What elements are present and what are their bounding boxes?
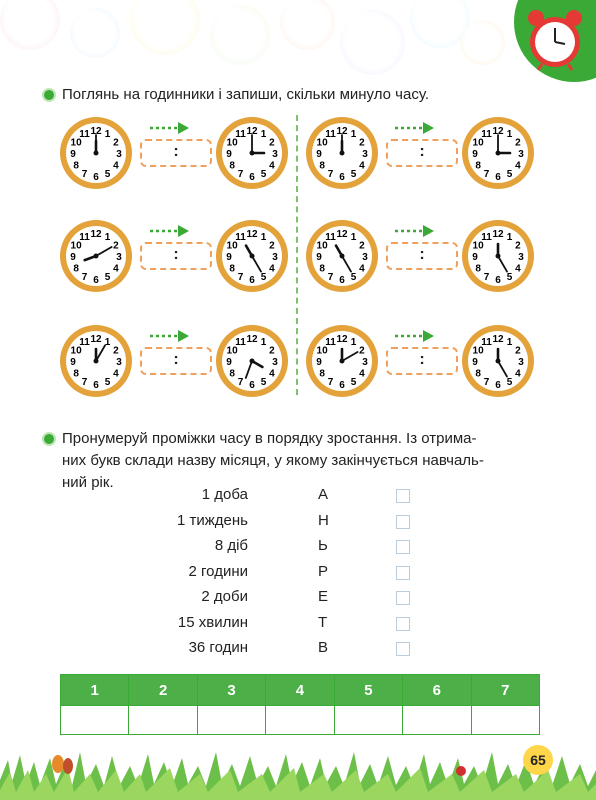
divider	[296, 115, 298, 395]
period-letter: Р	[318, 562, 329, 580]
clock-number: 5	[260, 168, 267, 180]
elapsed-time-answer-box[interactable]: :	[386, 347, 458, 375]
start-clock	[304, 218, 380, 294]
clock-number: 4	[515, 263, 521, 275]
clock-number: 10	[472, 345, 484, 357]
end-clock	[460, 115, 536, 191]
arrow-icon	[150, 329, 190, 343]
clock-number: 10	[472, 240, 484, 252]
clock-number: 11	[325, 337, 336, 349]
elapsed-time-answer-box[interactable]: :	[140, 139, 212, 167]
clock-number: 7	[327, 271, 334, 283]
clock-number: 10	[316, 137, 328, 149]
alarm-clock-icon	[522, 6, 588, 72]
clock-number: 11	[79, 337, 90, 349]
arrow-icon	[395, 224, 435, 238]
clock-number: 3	[116, 149, 122, 160]
clock-number: 6	[93, 380, 99, 391]
elapsed-time-answer-box[interactable]: :	[140, 242, 212, 270]
answer-table-header-cell: 1	[61, 675, 129, 706]
clock-number: 4	[359, 368, 365, 380]
clock-number: 10	[316, 240, 328, 252]
clock-number: 3	[272, 149, 278, 160]
arrow-icon	[395, 329, 435, 343]
clock-number: 8	[73, 368, 79, 380]
answer-letter-cell[interactable]	[129, 706, 197, 735]
order-number-box[interactable]	[396, 591, 410, 605]
arrow-icon	[395, 121, 435, 135]
clock-number: 12	[246, 126, 258, 137]
clock-number: 11	[481, 129, 492, 141]
clock-number: 12	[492, 126, 504, 137]
start-clock	[58, 115, 134, 191]
clock-number: 4	[359, 263, 365, 275]
task-2-line-1: Пронумеруй проміжки часу в порядку зростання. Із отрима-	[62, 430, 477, 447]
clock-number: 5	[104, 271, 111, 283]
order-number-box[interactable]	[396, 515, 410, 529]
clock-number: 4	[515, 160, 521, 172]
clock-number: 3	[518, 252, 524, 263]
clock-number: 2	[113, 345, 119, 357]
clock-number: 6	[339, 275, 345, 286]
answer-table-header-cell: 2	[129, 675, 197, 706]
end-clock	[460, 218, 536, 294]
clock-number: 7	[237, 271, 244, 283]
clock-number: 2	[113, 137, 119, 149]
clock-number: 10	[472, 137, 484, 149]
clock-number: 1	[506, 232, 513, 244]
clock-number: 5	[350, 376, 357, 388]
answer-table-header-cell: 6	[403, 675, 471, 706]
clock-number: 6	[495, 380, 501, 391]
clock-number: 2	[515, 240, 521, 252]
page-number: 65	[523, 745, 553, 775]
clock-number: 6	[339, 380, 345, 391]
start-clock	[304, 115, 380, 191]
clock-number: 1	[260, 129, 267, 141]
clock-number: 7	[81, 168, 88, 180]
clock-number: 7	[237, 376, 244, 388]
answer-letter-cell[interactable]	[266, 706, 334, 735]
clock-number: 8	[475, 368, 481, 380]
clock-number: 12	[90, 334, 102, 345]
clock-number: 5	[260, 271, 267, 283]
clock-number: 4	[359, 160, 365, 172]
clock-number: 9	[226, 149, 232, 160]
clock-number: 5	[104, 376, 111, 388]
clock-number: 4	[515, 368, 521, 380]
clock-number: 12	[90, 229, 102, 240]
order-number-box[interactable]	[396, 489, 410, 503]
clock-number: 6	[495, 275, 501, 286]
order-number-box[interactable]	[396, 540, 410, 554]
elapsed-time-answer-box[interactable]: :	[386, 139, 458, 167]
clock-number: 1	[506, 129, 513, 141]
clock-number: 11	[325, 232, 336, 244]
clock-number: 8	[319, 263, 325, 275]
start-clock	[58, 218, 134, 294]
clock-number: 1	[506, 337, 513, 349]
clock-number: 8	[229, 368, 235, 380]
clock-number: 1	[104, 232, 111, 244]
period-letter: Е	[318, 588, 329, 605]
clock-number: 2	[359, 240, 365, 252]
clock-number: 10	[226, 345, 238, 357]
clock-number: 2	[113, 240, 119, 252]
clock-number: 1	[104, 129, 111, 141]
clock-number: 9	[316, 252, 322, 263]
end-clock	[214, 323, 290, 399]
clock-number: 9	[226, 252, 232, 263]
clock-number: 12	[246, 334, 258, 345]
clock-number: 11	[325, 129, 336, 141]
clock-number: 3	[116, 252, 122, 263]
clock-number: 12	[246, 229, 258, 240]
clock-number: 6	[249, 275, 255, 286]
clock-number: 12	[90, 126, 102, 137]
clock-number: 1	[350, 129, 357, 141]
clock-number: 9	[472, 149, 478, 160]
clock-number: 3	[362, 357, 368, 368]
clock-number: 3	[272, 357, 278, 368]
clock-number: 6	[93, 275, 99, 286]
clock-number: 9	[226, 357, 232, 368]
clock-number: 5	[506, 168, 513, 180]
answer-letter-cell[interactable]	[334, 706, 402, 735]
period-letter: Н	[318, 511, 329, 529]
clock-number: 11	[235, 129, 246, 141]
clock-number: 9	[316, 149, 322, 160]
clock-number: 12	[336, 334, 348, 345]
clock-number: 4	[269, 160, 275, 172]
end-clock	[460, 323, 536, 399]
clock-number: 10	[70, 345, 82, 357]
arrow-icon	[150, 224, 190, 238]
clock-number: 11	[79, 232, 90, 244]
task-2-line-2: них букв склади назву місяця, у якому закінчується навчаль-	[62, 452, 484, 469]
clock-number: 11	[235, 232, 246, 244]
clock-number: 8	[475, 263, 481, 275]
clock-number: 5	[506, 271, 513, 283]
grass-decoration	[0, 740, 596, 800]
period-letter: В	[318, 639, 329, 656]
answer-letter-cell[interactable]	[403, 706, 471, 735]
answer-table-header-cell: 4	[266, 675, 334, 706]
clock-number: 1	[350, 337, 357, 349]
clock-number: 3	[272, 252, 278, 263]
elapsed-time-answer-box[interactable]: :	[386, 242, 458, 270]
clock-number: 7	[327, 376, 334, 388]
clock-number: 10	[70, 137, 82, 149]
clock-number: 3	[518, 357, 524, 368]
clock-number: 2	[359, 137, 365, 149]
clock-number: 4	[113, 160, 119, 172]
clock-number: 1	[104, 337, 111, 349]
clock-number: 3	[116, 357, 122, 368]
clock-number: 2	[269, 137, 275, 149]
clock-number: 8	[73, 263, 79, 275]
period-letter: А	[318, 486, 329, 503]
period-letter: Ь	[318, 537, 328, 554]
clock-number: 9	[70, 149, 76, 160]
clock-number: 5	[260, 376, 267, 388]
clock-number: 10	[226, 137, 238, 149]
clock-number: 4	[113, 368, 119, 380]
clock-number: 11	[235, 337, 246, 349]
answer-table-header-cell: 5	[334, 675, 402, 706]
clock-number: 7	[81, 376, 88, 388]
clock-number: 5	[350, 271, 357, 283]
clock-number: 9	[316, 357, 322, 368]
answer-letter-cell[interactable]	[197, 706, 265, 735]
clock-number: 6	[339, 172, 345, 183]
corner-badge	[514, 0, 596, 82]
clock-number: 5	[350, 168, 357, 180]
clock-number: 1	[260, 337, 267, 349]
clock-number: 2	[359, 345, 365, 357]
clock-number: 11	[79, 129, 90, 141]
ladybug-icon	[456, 766, 466, 776]
answer-letter-cell[interactable]	[471, 706, 539, 735]
order-number-box[interactable]	[396, 566, 410, 580]
answer-table-row	[61, 706, 540, 735]
clock-number: 2	[269, 240, 275, 252]
clock-number: 5	[506, 376, 513, 388]
bullet-icon	[42, 88, 56, 102]
clock-number: 6	[495, 172, 501, 183]
order-number-box[interactable]	[396, 617, 410, 631]
task-1-text: Поглянь на годинники і запиши, скільки минуло часу.	[62, 86, 429, 103]
clock-number: 9	[472, 357, 478, 368]
clock-number: 12	[336, 229, 348, 240]
clock-number: 11	[481, 337, 492, 349]
clock-number: 4	[113, 263, 119, 275]
clock-number: 4	[269, 263, 275, 275]
clock-number: 9	[70, 357, 76, 368]
clock-number: 9	[472, 252, 478, 263]
clock-number: 8	[229, 160, 235, 172]
start-clock	[304, 323, 380, 399]
clock-number: 6	[249, 172, 255, 183]
clock-number: 7	[237, 168, 244, 180]
answer-table-header	[61, 675, 540, 706]
clock-number: 3	[362, 252, 368, 263]
task-2-instruction	[62, 428, 542, 494]
clock-number: 1	[350, 232, 357, 244]
clock-number: 3	[518, 149, 524, 160]
arrow-icon	[150, 121, 190, 135]
clock-number: 1	[260, 232, 267, 244]
answer-table-header-cell: 7	[471, 675, 539, 706]
clock-number: 5	[104, 168, 111, 180]
clock-number: 8	[229, 263, 235, 275]
period-letter: Т	[318, 613, 328, 631]
clock-number: 2	[269, 345, 275, 357]
clock-number: 12	[336, 126, 348, 137]
clock-number: 10	[70, 240, 82, 252]
clock-number: 2	[515, 345, 521, 357]
elapsed-time-answer-box[interactable]: :	[140, 347, 212, 375]
clock-number: 7	[483, 168, 490, 180]
clock-number: 12	[492, 334, 504, 345]
clock-number: 6	[93, 172, 99, 183]
clock-number: 2	[515, 137, 521, 149]
clock-number: 4	[269, 368, 275, 380]
start-clock	[58, 323, 134, 399]
order-number-box[interactable]	[396, 642, 410, 656]
clock-number: 3	[362, 149, 368, 160]
answer-table	[60, 674, 540, 735]
clock-number: 6	[249, 380, 255, 391]
clock-number: 8	[319, 160, 325, 172]
clock-number: 7	[483, 376, 490, 388]
clock-number: 7	[81, 271, 88, 283]
clock-number: 7	[327, 168, 334, 180]
end-clock	[214, 115, 290, 191]
answer-letter-cell[interactable]	[61, 706, 129, 735]
clock-number: 8	[475, 160, 481, 172]
bubbles-decoration	[0, 0, 596, 80]
end-clock	[214, 218, 290, 294]
task-2-line-3: ний рік.	[62, 474, 114, 491]
clock-number: 7	[483, 271, 490, 283]
clock-number: 11	[481, 232, 492, 244]
answer-table-header-cell: 3	[197, 675, 265, 706]
clock-number: 8	[73, 160, 79, 172]
task-1-instruction	[62, 84, 429, 106]
clock-number: 10	[316, 345, 328, 357]
bullet-icon	[42, 432, 56, 446]
clock-number: 10	[226, 240, 238, 252]
clock-number: 8	[319, 368, 325, 380]
clock-number: 9	[70, 252, 76, 263]
clock-number: 12	[492, 229, 504, 240]
